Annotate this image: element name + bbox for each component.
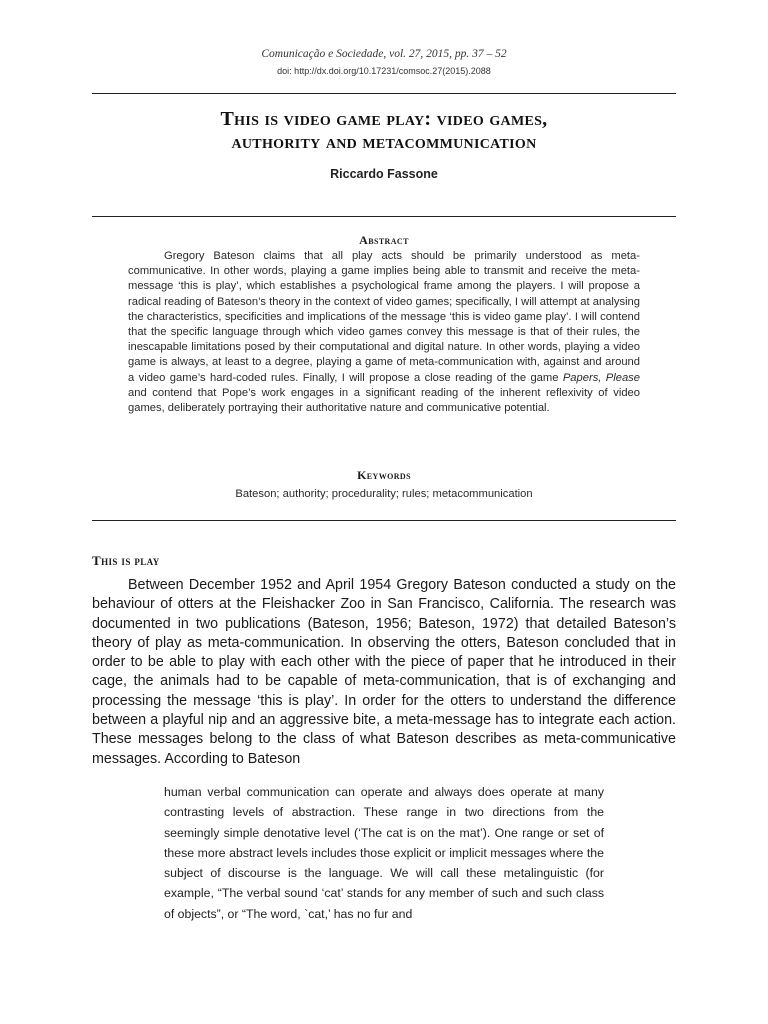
keywords-bottom-divider xyxy=(92,520,676,521)
author-name: Riccardo Fassone xyxy=(330,167,438,181)
title-line-1: This is video game play: video games, xyxy=(220,108,548,130)
body-paragraph: Between December 1952 and April 1954 Gregory Bateson conducted a study on the behaviour of otters at the Fleishacker Zoo in San Francisco, California. The research was documented in two publications (Bateson, 1956; Bateson, 1972) that detailed Bateson’s theory of play as meta-communication. In observing the otters, Bateson concluded that in order to be able to play with each other with the piece of paper that he introduced in their cage, the animals had to be capable of meta-communication, that is of exchanging and processing the message ‘this is play’. In order for the otters to understand the difference between a playful nip and an aggressive bite, a meta-message has to integrate each action. These messages belong to the class of what Bateson describes as meta-communicative messages. According to Bateson xyxy=(92,577,676,767)
doi-line: doi: http://dx.doi.org/10.17231/comsoc.27(2015).2088 xyxy=(277,66,491,76)
keywords-list: Bateson; authority; procedurality; rules; metacommunication xyxy=(235,488,533,500)
journal-citation: Comunicação e Sociedade, vol. 27, 2015, pp. 37 – 52 xyxy=(261,48,507,60)
section-heading: This is play xyxy=(92,553,160,568)
game-title-italic: Papers, Please xyxy=(562,371,640,384)
keywords-heading: Keywords xyxy=(357,468,411,482)
abstract-heading: Abstract xyxy=(359,233,409,247)
abstract-top-divider xyxy=(92,216,676,217)
abstract-body xyxy=(128,249,640,416)
article-title xyxy=(92,108,676,154)
block-quote: human verbal communication can operate and always does operate at many contrasting levels of abstraction. These range in two directions from the seemingly simple denotative level (‘The cat is on the mat’). One range or set of these more abstract levels includes those explicit or implicit messages where the subject of discourse is the language. We will call these metalinguistic (for example, “The verbal sound ‘cat’ stands for any member of such and such class of objects”, or “The word, `cat,’ has no fur and xyxy=(164,785,604,921)
abstract-text-part2: and contend that Pope’s work engages in a significant reading of the inherent reflexivity of video games, deliberately portraying their authoritative nature and communicative potential. xyxy=(128,386,640,415)
abstract-text-part1: Gregory Bateson claims that all play acts should be primarily understood as meta-communicative. In other words, playing a game implies being able to transmit and receive the meta-message ‘this is play’, which establishes a psychological frame among the players. I will propose a radical reading of Bateson’s theory in the context of video games; specifically, I will attempt at analysing the characteristics, specificities and implications of the message ‘this is video game play’. I will contend that the specific language through which video games convey this message is that of their rules, the inescapable limitations posed by their computational and digital nature. In other words, playing a video game is always, at least to a degree, playing a game of meta-communication with, against and around a video game’s hard-coded rules. Finally, I will propose a close reading of the game xyxy=(128,250,640,384)
title-line-2: authority and metacommunication xyxy=(231,131,537,153)
top-divider xyxy=(92,93,676,94)
